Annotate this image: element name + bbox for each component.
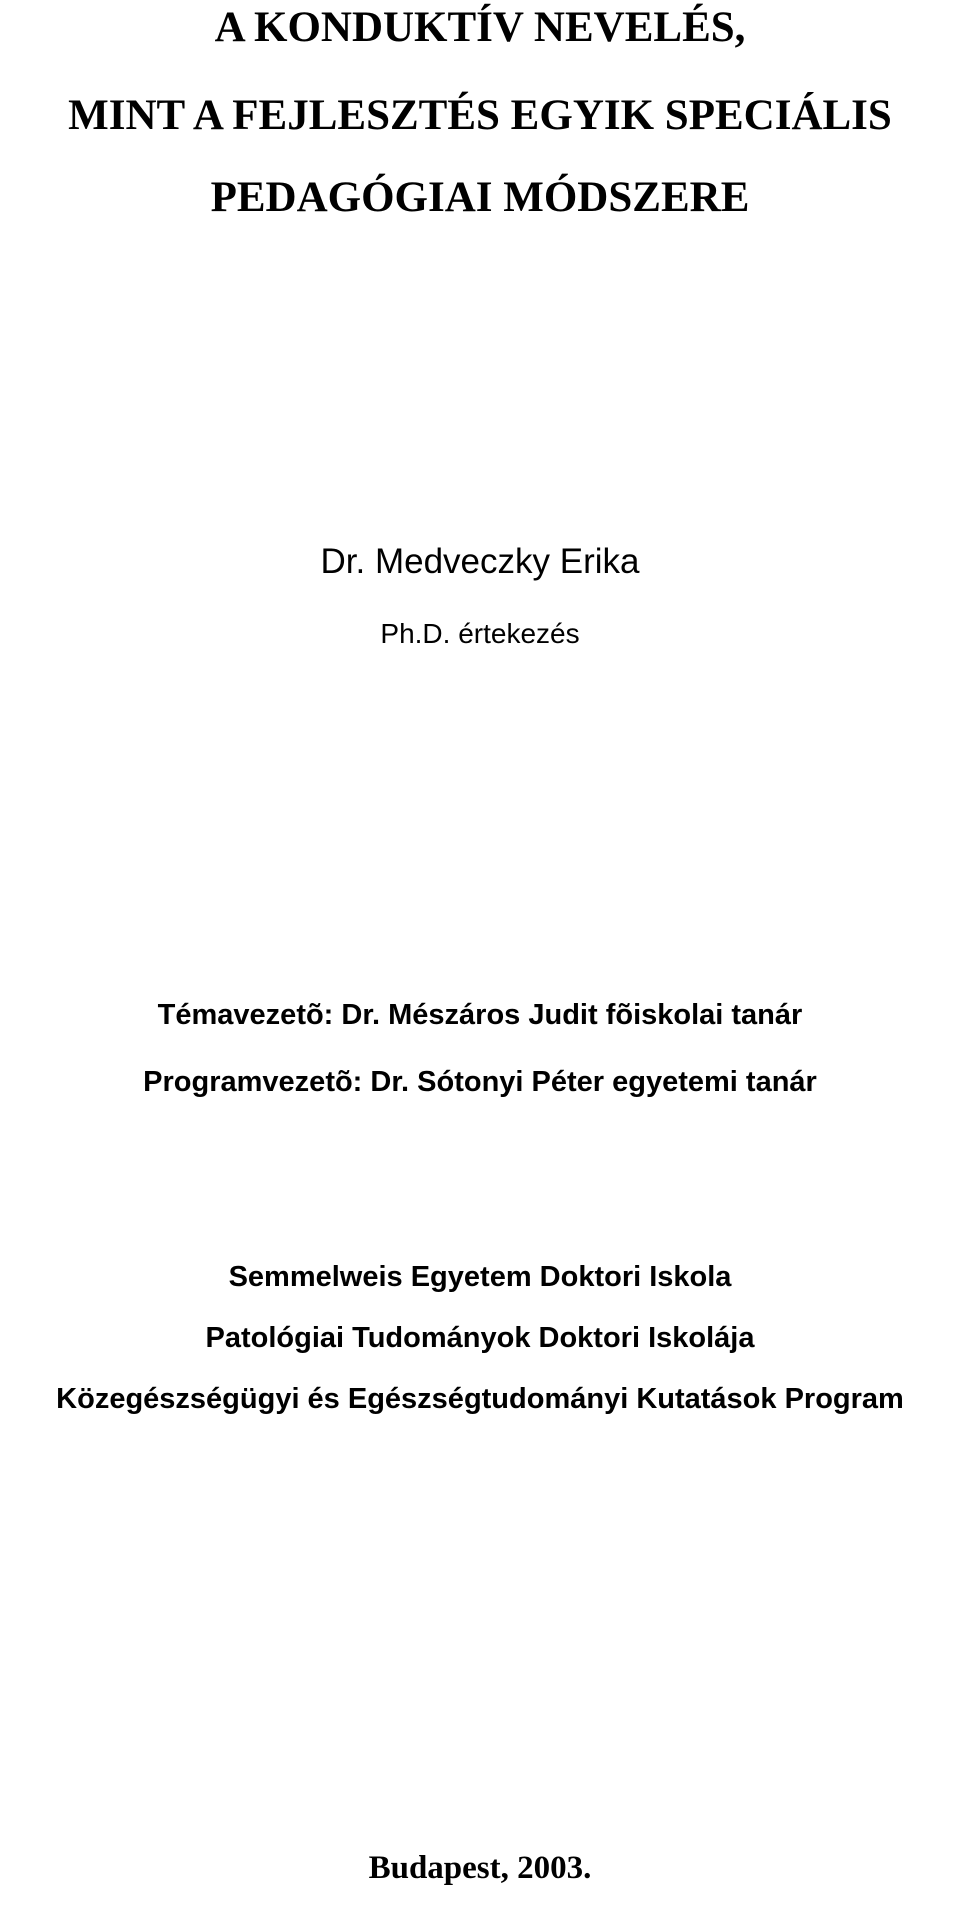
author-name: Dr. Medveczky Erika (320, 542, 640, 581)
topic-supervisor: Témavezetõ: Dr. Mészáros Judit fõiskolai tanár (157, 999, 803, 1031)
institution-university: Semmelweis Egyetem Doktori Iskola (228, 1261, 732, 1293)
place-and-date: Budapest, 2003. (368, 1850, 592, 1886)
title-line-2: MINT A FEJLESZTÉS EGYIK SPECIÁLIS (68, 92, 892, 139)
program-supervisor: Programvezetõ: Dr. Sótonyi Péter egyetemi tanár (143, 1066, 817, 1098)
title-line-1: A KONDUKTÍV NEVELÉS, (214, 4, 746, 51)
institution-school: Patológiai Tudományok Doktori Iskolája (205, 1322, 755, 1354)
institution-program: Közegészségügyi és Egészségtudományi Kutatások Program (56, 1383, 904, 1415)
title-line-3: PEDAGÓGIAI MÓDSZERE (210, 174, 750, 221)
thesis-type: Ph.D. értekezés (380, 618, 580, 649)
